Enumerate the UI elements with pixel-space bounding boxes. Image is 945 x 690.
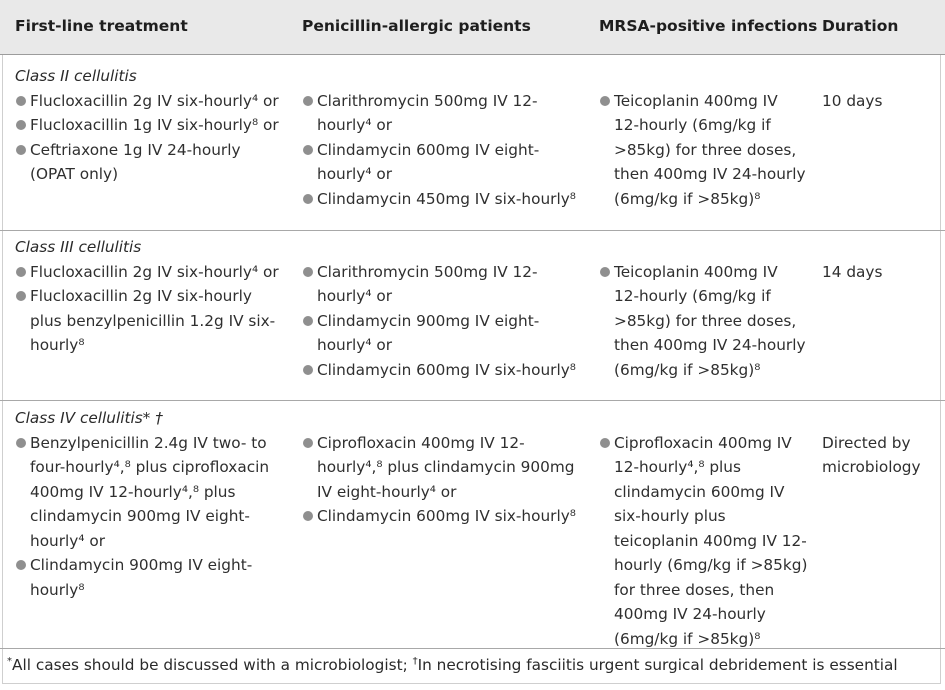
drug-item	[302, 358, 592, 383]
drug-line: Clindamycin 600mg IV six-hourly⁸	[317, 360, 576, 379]
bullet-icon	[303, 365, 313, 375]
row-divider	[0, 400, 945, 401]
drug-item	[302, 138, 592, 187]
drug-line: Benzylpenicillin 2.4g IV two- to	[30, 433, 267, 452]
cell-first-line	[15, 260, 295, 358]
drug-item	[302, 89, 592, 138]
drug-line: (6mg/kg if >85kg)⁸	[614, 629, 761, 648]
bullet-icon	[303, 511, 313, 521]
drug-line: 12-hourly (6mg/kg if	[614, 116, 771, 134]
class-title: Class III cellulitis	[15, 238, 142, 256]
bullet-icon	[303, 194, 313, 204]
drug-line: Clarithromycin 500mg IV 12-	[317, 91, 538, 110]
drug-line: hourly⁴ or	[30, 531, 105, 550]
drug-item	[15, 89, 295, 114]
footnote-text-1: All cases should be discussed with a microbiologist;	[12, 656, 413, 675]
drug-line: hourly⁴,⁸ plus clindamycin 900mg	[317, 458, 575, 476]
drug-line: hourly⁸	[30, 580, 85, 599]
drug-item	[302, 187, 592, 212]
cell-first-line	[15, 89, 295, 187]
drug-line: (OPAT only)	[30, 165, 119, 183]
drug-line: Clindamycin 600mg IV six-hourly⁸	[317, 507, 576, 525]
table-header	[0, 0, 945, 55]
drug-line: Clindamycin 600mg IV eight-	[317, 140, 540, 159]
bullet-icon	[303, 267, 313, 277]
drug-line: Flucloxacillin 2g IV six-hourly⁴ or	[30, 91, 279, 110]
class-title: Class IV cellulitis* †	[15, 409, 163, 427]
cell-duration	[822, 260, 882, 285]
row-class-3	[0, 235, 945, 395]
drug-item	[15, 260, 295, 285]
drug-line: clindamycin 900mg IV eight-	[30, 507, 250, 525]
row-class-2	[0, 64, 945, 224]
drug-item	[302, 309, 592, 358]
drug-line: Ciprofloxacin 400mg IV	[614, 433, 792, 452]
drug-item	[15, 284, 295, 358]
drug-line: >85kg) for three doses,	[614, 311, 797, 330]
bullet-icon	[600, 96, 610, 106]
bullet-icon	[16, 145, 26, 155]
bullet-icon	[303, 438, 313, 448]
drug-line: >85kg) for three doses,	[614, 140, 797, 159]
drug-line: Clindamycin 900mg IV eight-	[30, 556, 253, 574]
drug-line: Ceftriaxone 1g IV 24-hourly	[30, 140, 241, 159]
drug-item	[302, 504, 592, 529]
duration-line: Directed by	[822, 433, 911, 452]
cell-mrsa	[599, 260, 814, 383]
drug-line: Teicoplanin 400mg IV	[614, 262, 778, 281]
drug-line: hourly⁴ or	[317, 287, 392, 305]
drug-line: hourly⁴ or	[317, 116, 392, 134]
drug-item	[302, 260, 592, 309]
drug-line: then 400mg IV 24-hourly	[614, 165, 806, 183]
drug-item	[599, 431, 814, 652]
drug-line: teicoplanin 400mg IV 12-	[614, 531, 807, 550]
bullet-icon	[16, 96, 26, 106]
cell-mrsa	[599, 89, 814, 212]
bullet-icon	[16, 267, 26, 277]
class-title: Class II cellulitis	[15, 67, 137, 85]
bullet-icon	[16, 438, 26, 448]
drug-line: Flucloxacillin 1g IV six-hourly⁸ or	[30, 116, 279, 134]
drug-item	[599, 89, 814, 212]
cell-penicillin	[302, 431, 592, 529]
drug-line: 12-hourly (6mg/kg if	[614, 287, 771, 305]
cell-penicillin	[302, 89, 592, 212]
duration-line: microbiology	[822, 458, 921, 476]
row-divider	[0, 230, 945, 231]
bullet-icon	[303, 96, 313, 106]
drug-line: hourly⁴ or	[317, 336, 392, 354]
row-class-4	[0, 406, 945, 646]
drug-line: hourly (6mg/kg if >85kg)	[614, 556, 808, 574]
bullet-icon	[303, 316, 313, 326]
drug-item	[15, 431, 295, 554]
drug-line: 12-hourly⁴,⁸ plus	[614, 458, 741, 476]
bullet-icon	[303, 145, 313, 155]
header-first-line: First-line treatment	[15, 17, 188, 35]
footnote	[7, 652, 898, 675]
drug-line: 400mg IV 12-hourly⁴,⁸ plus	[30, 482, 236, 501]
drug-line: Clarithromycin 500mg IV 12-	[317, 262, 538, 281]
drug-line: then 400mg IV 24-hourly	[614, 336, 806, 354]
drug-line: (6mg/kg if >85kg)⁸	[614, 360, 761, 379]
drug-item	[599, 260, 814, 383]
drug-line: four-hourly⁴,⁸ plus ciprofloxacin	[30, 458, 270, 476]
cell-first-line	[15, 431, 295, 603]
drug-line: six-hourly plus	[614, 507, 726, 525]
cell-duration	[822, 89, 882, 114]
footnote-dagger: †	[412, 656, 418, 667]
cell-duration	[822, 431, 921, 480]
drug-item	[15, 113, 295, 138]
header-penicillin-allergic: Penicillin-allergic patients	[302, 17, 531, 35]
drug-line: hourly⁴ or	[317, 165, 392, 183]
drug-line: 400mg IV 24-hourly	[614, 605, 766, 623]
drug-line: hourly⁸	[30, 336, 85, 354]
bullet-icon	[16, 560, 26, 570]
drug-line: Clindamycin 450mg IV six-hourly⁸	[317, 189, 576, 208]
footnote-star: *	[7, 656, 12, 667]
duration-line: 14 days	[822, 262, 883, 281]
bullet-icon	[600, 267, 610, 277]
header-duration: Duration	[822, 17, 899, 35]
bullet-icon	[16, 120, 26, 130]
drug-line: Flucloxacillin 2g IV six-hourly	[30, 287, 252, 305]
header-mrsa: MRSA-positive infections	[599, 17, 818, 35]
cell-penicillin	[302, 260, 592, 383]
bullet-icon	[600, 438, 610, 448]
footnote-text-2: In necrotising fasciitis urgent surgical debridement is essential	[417, 656, 898, 675]
drug-line: for three doses, then	[614, 580, 775, 599]
drug-item	[302, 431, 592, 505]
drug-line: plus benzylpenicillin 1.2g IV six-	[30, 311, 276, 330]
bullet-icon	[16, 291, 26, 301]
drug-item	[15, 553, 295, 602]
drug-line: clindamycin 600mg IV	[614, 482, 785, 501]
duration-line: 10 days	[822, 91, 883, 110]
drug-line: (6mg/kg if >85kg)⁸	[614, 189, 761, 208]
drug-item	[15, 138, 295, 187]
drug-line: IV eight-hourly⁴ or	[317, 482, 457, 501]
cell-mrsa	[599, 431, 814, 652]
drug-line: Teicoplanin 400mg IV	[614, 91, 778, 110]
drug-line: Flucloxacillin 2g IV six-hourly⁴ or	[30, 262, 279, 281]
drug-line: Ciprofloxacin 400mg IV 12-	[317, 433, 525, 452]
drug-line: Clindamycin 900mg IV eight-	[317, 311, 540, 330]
